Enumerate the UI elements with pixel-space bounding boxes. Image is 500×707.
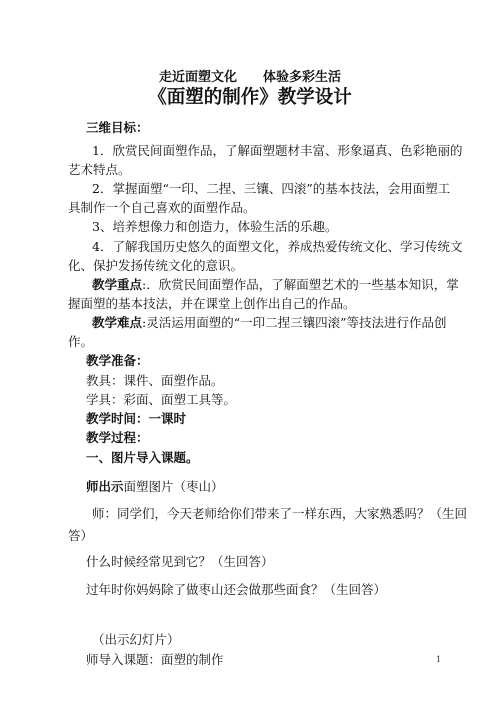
preparation-heading: 教学准备：	[86, 353, 149, 368]
difficulties-line-1	[92, 314, 447, 332]
show-image-line	[86, 478, 224, 496]
document-title: 《面塑的制作》教学设计	[148, 87, 352, 108]
objective-4-line-1: 4．了解我国历史悠久的面塑文化，养成热爱传统文化、学习传统文	[92, 239, 463, 254]
process-heading: 教学过程：	[86, 430, 149, 445]
difficulties-line-2: 作。	[68, 334, 94, 349]
key-points-line-1	[92, 276, 459, 294]
difficulties-label: 教学难点	[92, 315, 143, 330]
objective-3: 3、培养想像力和创造力，体验生活的乐趣。	[92, 219, 338, 234]
show-image-text: 面塑图片（枣山）	[123, 479, 224, 494]
objective-2-line-2: 具制作一个自己喜欢的面塑作品。	[68, 200, 256, 215]
key-points-line-2: 握面塑的基本技法，并在课堂上创作出自己的作品。	[68, 296, 356, 311]
page-number: 1	[436, 655, 442, 664]
preparation-teacher: 教具：课件、面塑作品。	[86, 373, 224, 388]
difficulties-text: :灵活运用面塑的“一印二捏三镶四滚”等技法进行作品创	[142, 315, 447, 330]
teaching-time	[86, 410, 186, 428]
document-subtitle: 走近面塑文化 体验多彩生活	[158, 70, 341, 85]
show-slides: （出示幻灯片）	[92, 632, 180, 647]
objective-1-line-2: 艺术特点。	[68, 162, 131, 177]
show-image-label: 师出示	[86, 479, 124, 494]
objective-1-line-1: 1．欣赏民间面塑作品，了解面塑题材丰富、形象逼真、色彩艳丽的	[92, 143, 463, 158]
objective-4-line-2: 化、保护发扬传统文化的意识。	[68, 258, 244, 273]
teaching-time-label: 教学时间：	[86, 411, 149, 426]
teacher-question-3: 过年时你妈妈除了做枣山还会做那些面食？（生回答）	[86, 582, 387, 597]
objective-2-line-1: 2．掌握面塑“一印、二捏、三镶、四滚”的基本技法，会用面塑工	[92, 181, 451, 196]
teacher-question-1-line-1: 师：同学们，今天老师给你们带来了一样东西，大家熟悉吗？（生回	[92, 506, 468, 521]
teacher-question-2: 什么时候经常见到它？（生回答）	[86, 554, 274, 569]
teaching-time-value: 一课时	[148, 411, 187, 426]
lesson-intro: 师导入课题：面塑的制作	[86, 652, 224, 667]
process-section-1: 一、图片导入课题。	[86, 450, 199, 465]
key-points-text: :．欣赏民间面塑作品，了解面塑艺术的一些基本知识，掌	[142, 277, 459, 292]
objectives-heading: 三维目标：	[86, 120, 149, 135]
preparation-student: 学具：彩面、面塑工具等。	[86, 392, 237, 407]
key-points-label: 教学重点	[92, 277, 143, 292]
teacher-question-1-line-2: 答）	[68, 528, 94, 543]
